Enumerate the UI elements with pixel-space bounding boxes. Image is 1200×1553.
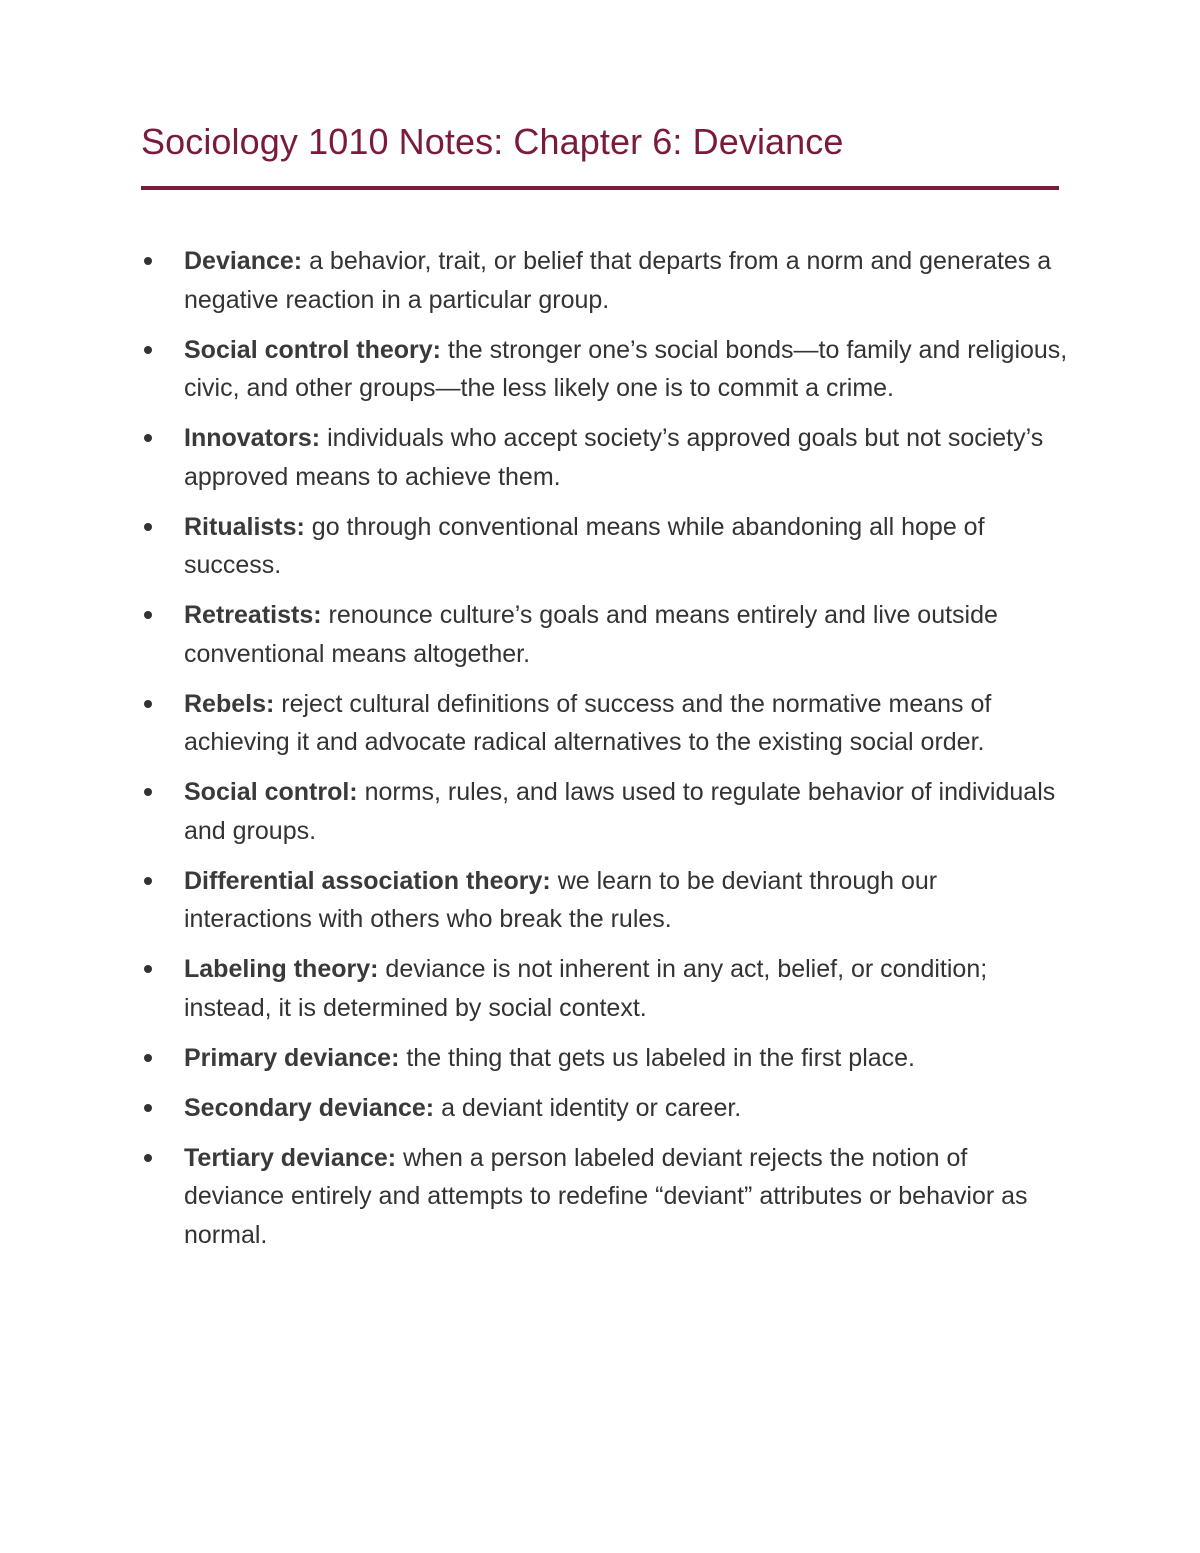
note-term: Secondary deviance: bbox=[184, 1093, 435, 1122]
list-item bbox=[141, 419, 1071, 496]
list-item bbox=[141, 508, 1071, 585]
note-definition: the thing that gets us labeled in the first place. bbox=[399, 1043, 916, 1072]
note-definition: deviance is not inherent in any act, belief, or condition; instead, it is determined by social context. bbox=[184, 955, 988, 1022]
list-item bbox=[141, 862, 1071, 939]
bullet-icon bbox=[144, 1104, 152, 1112]
note-definition: reject cultural definitions of success and the normative means of achieving it and advocate radical alternatives to the existing social order. bbox=[184, 689, 992, 756]
note-term: Social control: bbox=[184, 778, 358, 806]
note-definition: we learn to be deviant through our interactions with others who break the rules. bbox=[184, 866, 938, 933]
bullet-icon bbox=[144, 346, 152, 354]
note-term: Social control theory: bbox=[184, 335, 441, 364]
bullet-icon bbox=[144, 1154, 152, 1162]
list-item bbox=[141, 685, 1071, 762]
note-term: Primary deviance: bbox=[184, 1043, 400, 1072]
list-item bbox=[141, 1039, 1071, 1078]
note-term: Rebels: bbox=[184, 689, 275, 718]
note-definition: when a person labeled deviant rejects the notion of deviance entirely and attempts to redefine “deviant” attributes or behavior as normal. bbox=[184, 1143, 1028, 1249]
note-term: Innovators: bbox=[184, 424, 321, 452]
bullet-icon bbox=[144, 611, 152, 619]
notes-list bbox=[141, 242, 1071, 1266]
bullet-icon bbox=[144, 434, 152, 442]
note-term: Labeling theory: bbox=[184, 955, 379, 983]
bullet-icon bbox=[144, 965, 152, 973]
note-term: Deviance: bbox=[184, 247, 303, 275]
note-definition: go through conventional means while abandoning all hope of success. bbox=[184, 512, 985, 579]
bullet-icon bbox=[144, 523, 152, 531]
page-title: Sociology 1010 Notes: Chapter 6: Deviance bbox=[141, 121, 844, 162]
note-definition: individuals who accept society’s approved goals but not society’s approved means to achieve them. bbox=[184, 424, 1044, 491]
note-definition: the stronger one’s social bonds—to family and religious, civic, and other groups—the less likely one is to commit a crime. bbox=[184, 335, 1068, 402]
note-definition: a behavior, trait, or belief that departs from a norm and generates a negative reaction in a particular group. bbox=[184, 247, 1052, 314]
note-definition: norms, rules, and laws used to regulate behavior of individuals and groups. bbox=[184, 778, 1056, 845]
note-term: Differential association theory: bbox=[184, 866, 551, 895]
list-item bbox=[141, 242, 1071, 319]
list-item bbox=[141, 596, 1071, 673]
list-item bbox=[141, 1139, 1071, 1255]
bullet-icon bbox=[144, 1054, 152, 1062]
bullet-icon bbox=[144, 700, 152, 708]
note-definition: renounce culture’s goals and means entirely and live outside conventional means altogether. bbox=[184, 601, 998, 668]
list-item bbox=[141, 773, 1071, 850]
note-term: Tertiary deviance: bbox=[184, 1143, 397, 1172]
list-item bbox=[141, 1089, 1071, 1128]
note-definition: a deviant identity or career. bbox=[434, 1093, 742, 1122]
note-term: Ritualists: bbox=[184, 512, 305, 541]
list-item bbox=[141, 950, 1071, 1027]
title-divider bbox=[141, 186, 1059, 190]
bullet-icon bbox=[144, 877, 152, 885]
note-term: Retreatists: bbox=[184, 601, 322, 629]
bullet-icon bbox=[144, 257, 152, 265]
bullet-icon bbox=[144, 788, 152, 796]
list-item bbox=[141, 331, 1071, 408]
